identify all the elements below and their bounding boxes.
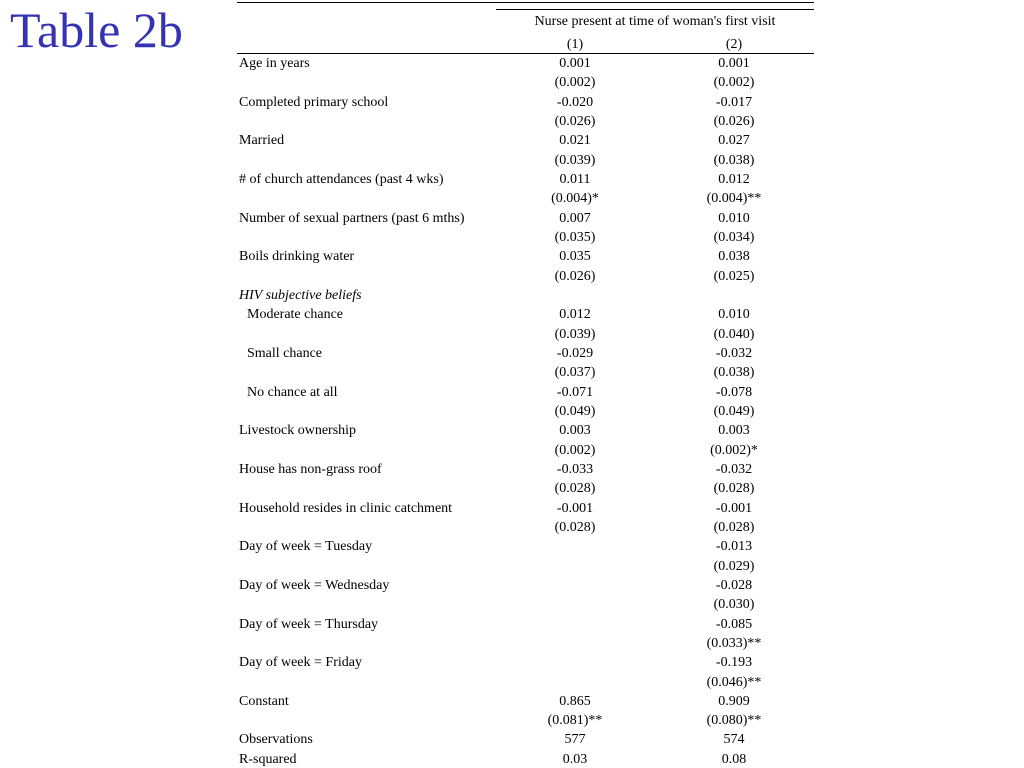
table-row xyxy=(237,692,814,711)
cell-col-1: -0.001 xyxy=(556,500,594,516)
cell-col-1: 0.001 xyxy=(559,56,591,71)
table-row xyxy=(237,537,814,556)
cell-col-2: (0.026) xyxy=(713,113,755,129)
table-body xyxy=(237,54,814,768)
cell-col-1: (0.039) xyxy=(554,326,596,342)
cell-col-1: (0.028) xyxy=(554,481,596,497)
cell-col-1: 0.021 xyxy=(559,133,591,149)
table-row xyxy=(237,112,814,131)
table-row xyxy=(237,711,814,730)
table-row xyxy=(237,576,814,595)
table-row xyxy=(237,595,814,614)
cell-col-1: 0.012 xyxy=(559,307,591,323)
table-row xyxy=(237,228,814,247)
table-row xyxy=(237,286,814,305)
row-label: R-squared xyxy=(239,751,297,767)
cell-col-2: 0.010 xyxy=(718,307,750,323)
row-label: House has non-grass roof xyxy=(239,461,382,477)
table-row xyxy=(237,131,814,150)
column-header-1: (1) xyxy=(566,37,584,52)
cell-col-2: (0.028) xyxy=(713,481,755,497)
cell-col-2: 0.003 xyxy=(718,423,750,439)
cell-col-2: -0.028 xyxy=(715,577,753,593)
cell-col-2: 0.027 xyxy=(718,133,750,149)
row-label: Moderate chance xyxy=(247,307,343,323)
row-label: Day of week = Tuesday xyxy=(239,539,373,555)
cell-col-2: (0.046)** xyxy=(706,674,762,690)
table-row xyxy=(237,750,814,768)
row-label: Day of week = Wednesday xyxy=(239,577,390,593)
cell-col-1: -0.033 xyxy=(556,461,594,477)
table-row xyxy=(237,653,814,672)
row-label: No chance at all xyxy=(247,384,338,400)
cell-col-1: (0.026) xyxy=(554,113,596,129)
table-row xyxy=(237,441,814,460)
cell-col-1: (0.026) xyxy=(554,268,596,284)
table-row xyxy=(237,479,814,498)
cell-col-2: 574 xyxy=(723,732,745,748)
cell-col-2: (0.040) xyxy=(713,326,755,342)
row-label: Observations xyxy=(239,732,313,748)
table-row xyxy=(237,518,814,537)
cell-col-2: (0.033)** xyxy=(706,635,762,651)
cell-col-2: -0.017 xyxy=(715,94,753,110)
table-row xyxy=(237,402,814,421)
table-row xyxy=(237,170,814,189)
table-row xyxy=(237,189,814,208)
cell-col-2: 0.001 xyxy=(718,56,750,71)
cell-col-1: -0.071 xyxy=(556,384,594,400)
cell-col-2: 0.010 xyxy=(718,210,750,226)
row-label: Livestock ownership xyxy=(239,423,357,439)
cell-col-2: (0.029) xyxy=(713,558,755,574)
cell-col-2: 0.012 xyxy=(718,171,750,187)
cell-col-2: -0.078 xyxy=(715,384,753,400)
row-label: HIV subjective beliefs xyxy=(239,287,362,303)
row-label: Age in years xyxy=(239,56,310,71)
row-label: # of church attendances (past 4 wks) xyxy=(239,171,444,187)
table-row xyxy=(237,151,814,170)
row-label: Constant xyxy=(239,693,289,709)
cell-col-1: 0.03 xyxy=(562,751,588,767)
cell-col-1: (0.037) xyxy=(554,365,596,381)
table-row xyxy=(237,383,814,402)
cell-col-1: 577 xyxy=(564,732,586,748)
table-row xyxy=(237,557,814,576)
cell-col-2: (0.002)* xyxy=(710,442,758,458)
cell-col-1: -0.020 xyxy=(556,94,594,110)
cell-col-2: -0.013 xyxy=(715,539,753,555)
table-row xyxy=(237,499,814,518)
cell-col-2: (0.038) xyxy=(713,152,755,168)
regression-table xyxy=(237,2,814,768)
slide-title: Table 2b xyxy=(10,2,183,58)
cell-col-1: (0.039) xyxy=(554,152,596,168)
cell-col-1: (0.002) xyxy=(554,442,596,458)
table-row xyxy=(237,247,814,266)
table-row xyxy=(237,325,814,344)
cell-col-2: (0.004)** xyxy=(706,191,762,207)
row-label: Number of sexual partners (past 6 mths) xyxy=(239,210,465,226)
row-label: Married xyxy=(239,133,285,149)
cell-col-2: -0.032 xyxy=(715,345,753,361)
table-header xyxy=(237,3,814,54)
cell-col-1: (0.004)* xyxy=(551,191,599,207)
cell-col-1: 0.865 xyxy=(559,693,591,709)
row-label: Day of week = Friday xyxy=(239,655,362,671)
row-label: Boils drinking water xyxy=(239,249,355,265)
table-row xyxy=(237,54,814,73)
table-row xyxy=(237,344,814,363)
header-rule xyxy=(496,9,814,10)
cell-col-1: 0.007 xyxy=(559,210,591,226)
cell-col-2: (0.034) xyxy=(713,229,755,245)
row-label: Small chance xyxy=(247,345,323,361)
cell-col-1: (0.081)** xyxy=(547,713,603,729)
cell-col-1: (0.035) xyxy=(554,229,596,245)
row-label: Day of week = Thursday xyxy=(239,616,379,632)
table-row xyxy=(237,615,814,634)
table-row xyxy=(237,363,814,382)
column-spanner: Nurse present at time of woman's first visit xyxy=(534,14,776,29)
cell-col-1: (0.049) xyxy=(554,403,596,419)
cell-col-2: 0.909 xyxy=(718,693,750,709)
cell-col-2: 0.08 xyxy=(721,751,747,767)
row-label: Household resides in clinic catchment xyxy=(239,500,453,516)
table-row xyxy=(237,730,814,749)
column-header-2: (2) xyxy=(725,37,743,52)
cell-col-2: (0.080)** xyxy=(706,713,762,729)
table-row xyxy=(237,73,814,92)
cell-col-2: -0.001 xyxy=(715,500,753,516)
cell-col-1: (0.002) xyxy=(554,75,596,91)
cell-col-2: (0.049) xyxy=(713,403,755,419)
table-row xyxy=(237,305,814,324)
cell-col-2: (0.030) xyxy=(713,597,755,613)
cell-col-2: -0.193 xyxy=(715,655,753,671)
table-row xyxy=(237,634,814,653)
cell-col-1: 0.003 xyxy=(559,423,591,439)
cell-col-2: (0.038) xyxy=(713,365,755,381)
table-row xyxy=(237,460,814,479)
table-row xyxy=(237,93,814,112)
cell-col-2: -0.085 xyxy=(715,616,753,632)
table-row xyxy=(237,209,814,228)
table-row xyxy=(237,421,814,440)
cell-col-2: (0.028) xyxy=(713,519,755,535)
cell-col-1: -0.029 xyxy=(556,345,594,361)
cell-col-2: (0.002) xyxy=(713,75,755,91)
cell-col-2: (0.025) xyxy=(713,268,755,284)
cell-col-1: 0.011 xyxy=(559,171,591,187)
cell-col-2: 0.038 xyxy=(718,249,750,265)
cell-col-1: (0.028) xyxy=(554,519,596,535)
table-row xyxy=(237,673,814,692)
row-label: Completed primary school xyxy=(239,94,389,110)
table-row xyxy=(237,267,814,286)
cell-col-1: 0.035 xyxy=(559,249,591,265)
cell-col-2: -0.032 xyxy=(715,461,753,477)
